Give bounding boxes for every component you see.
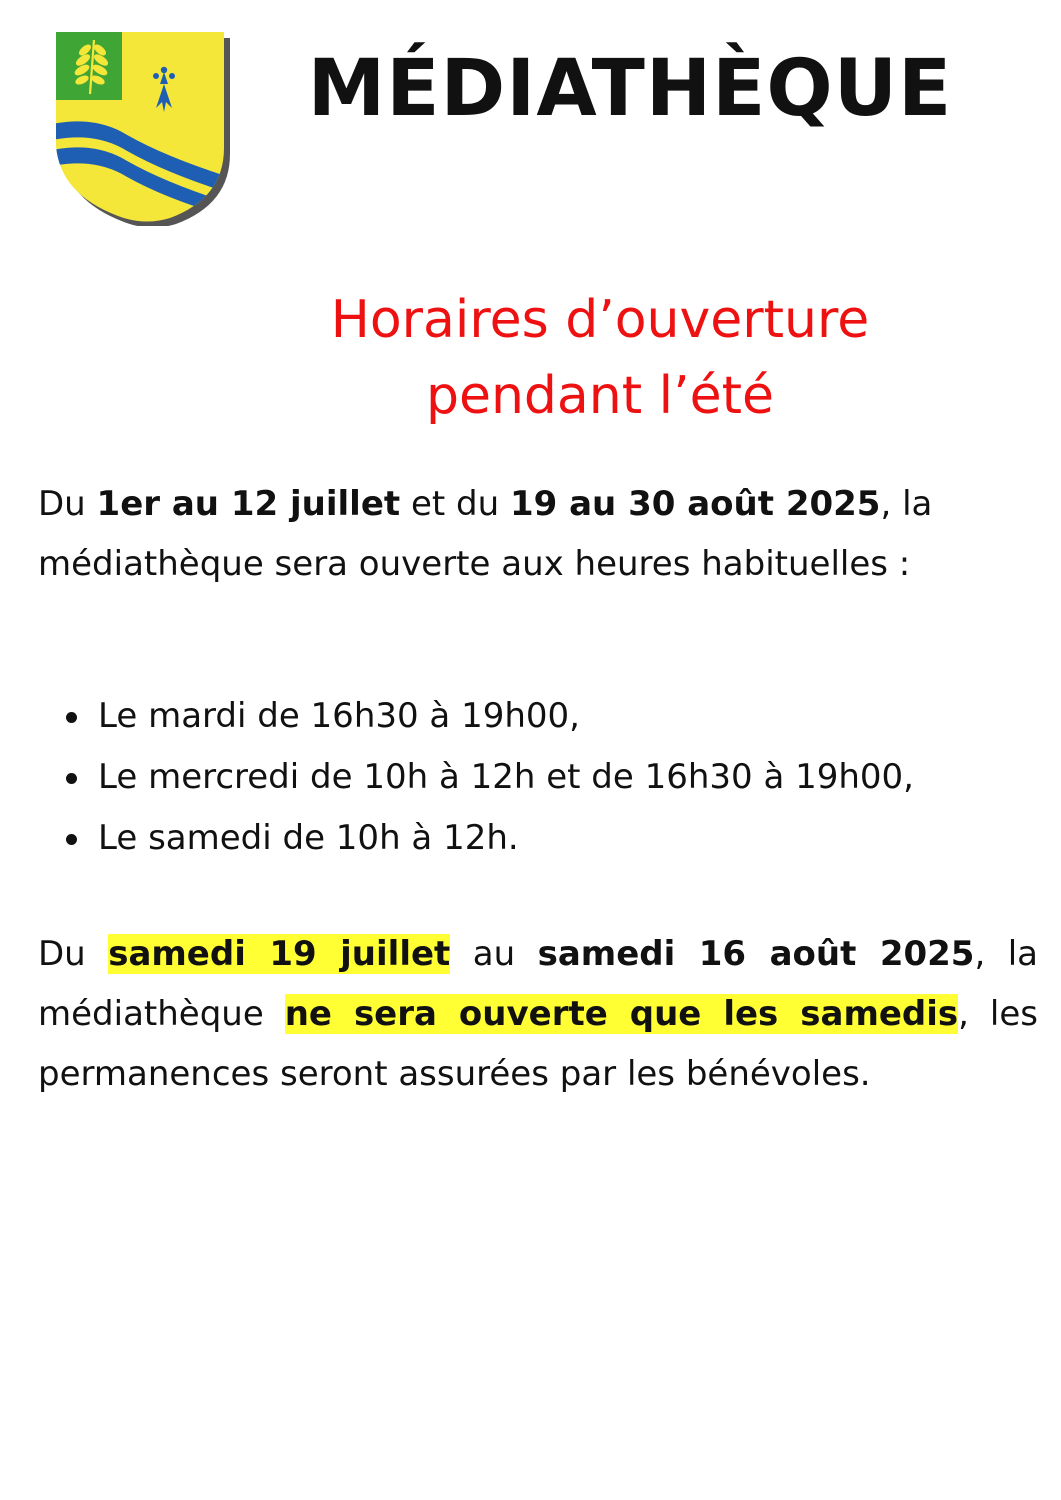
list-item-text: Le mercredi de 10h à 12h et de 16h30 à 19h00, bbox=[98, 757, 914, 797]
page-title: MÉDIATHÈQUE bbox=[307, 44, 953, 134]
list-item bbox=[60, 686, 914, 747]
intro-date-range-2: 19 au 30 août 2025 bbox=[509, 484, 881, 524]
bullet-icon bbox=[66, 773, 77, 784]
coat-of-arms-logo bbox=[52, 28, 232, 226]
summer-text-1: Du bbox=[38, 934, 109, 974]
intro-text-1: Du bbox=[38, 484, 97, 524]
intro-text-3: , la médiathèque sera ouverte aux heures habituelles : bbox=[38, 484, 933, 584]
summer-text-3: , la médiathèque bbox=[38, 934, 1039, 1034]
intro-text-2: et du bbox=[400, 484, 510, 524]
list-item bbox=[60, 808, 914, 869]
list-item bbox=[60, 747, 914, 808]
summer-start-date: samedi 19 juillet bbox=[108, 934, 451, 974]
list-item-text: Le mardi de 16h30 à 19h00, bbox=[98, 696, 580, 736]
list-item-text: Le samedi de 10h à 12h. bbox=[98, 818, 519, 858]
summer-paragraph bbox=[38, 924, 1038, 1104]
opening-hours-list bbox=[60, 686, 914, 869]
intro-paragraph bbox=[38, 474, 1038, 594]
bullet-icon bbox=[66, 834, 77, 845]
summer-saturdays-only: ne sera ouverte que les samedis bbox=[284, 994, 959, 1034]
subtitle-line-1: Horaires d’ouverture bbox=[330, 290, 870, 350]
summer-text-4: , les permanences seront assurées par les bénévoles. bbox=[38, 994, 1039, 1094]
subtitle bbox=[200, 282, 1000, 434]
subtitle-line-2: pendant l’été bbox=[425, 366, 775, 426]
summer-text-2: au bbox=[450, 934, 538, 974]
bullet-icon bbox=[66, 712, 77, 723]
summer-end-date: samedi 16 août 2025 bbox=[537, 934, 975, 974]
intro-date-range-1: 1er au 12 juillet bbox=[96, 484, 401, 524]
